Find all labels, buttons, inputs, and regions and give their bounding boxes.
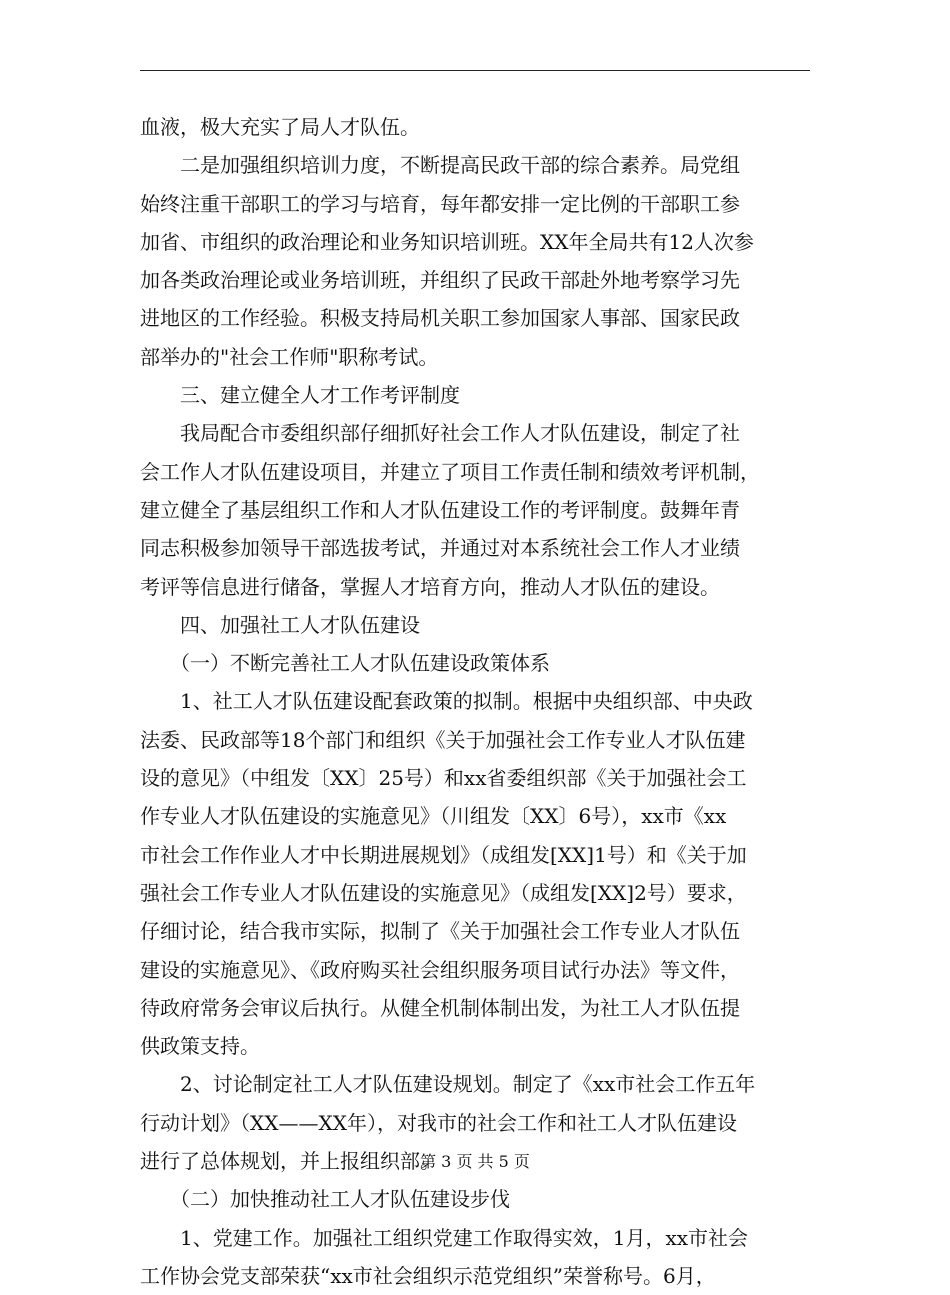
text-line: 1、社工人才队伍建设配套政策的拟制。根据中央组织部、中央政 [140, 689, 753, 714]
text-line: 1、党建工作。加强社工组织党建工作取得实效，1月，xx市社会 [140, 1225, 749, 1250]
text-line: 仔细讨论，结合我市实际，拟制了《关于加强社会工作专业人才队伍 [140, 919, 740, 944]
text-line: 作专业人才队伍建设的实施意见》（川组发〔XX〕6号），xx市《xx [140, 804, 727, 829]
text-line: 待政府常务会审议后执行。从健全机制体制出发，为社工人才队伍提 [140, 995, 740, 1020]
text-line: 加各类政治理论或业务培训班，并组织了民政干部赴外地考察学习先 [140, 268, 740, 293]
page-footer: 第 3 页 共 5 页 [420, 1152, 530, 1171]
document-body [140, 108, 810, 1295]
text-line: 会工作人才队伍建设项目，并建立了项目工作责任制和绩效考评机制， [140, 459, 760, 484]
text-line: 建设的实施意见》、《政府购买社会组织服务项目试行办法》等文件， [140, 957, 740, 982]
subsection-heading: （二）加快推动社工人才队伍建设步伐 [140, 1187, 510, 1212]
section-heading: 三、建立健全人才工作考评制度 [140, 383, 460, 408]
section-heading: 四、加强社工人才队伍建设 [140, 612, 420, 637]
text-line: 设的意见》（中组发〔XX〕25号）和xx省委组织部《关于加强社会工 [140, 766, 747, 791]
text-line: 二是加强组织培训力度，不断提高民政干部的综合素养。局党组 [140, 153, 740, 178]
text-line: 部举办的"社会工作师"职称考试。 [140, 344, 439, 369]
text-line: 建立健全了基层组织工作和人才队伍建设工作的考评制度。鼓舞年青 [140, 497, 740, 522]
text-line: 进行了总体规划，并上报组织部。 [140, 1149, 440, 1174]
text-line: 进地区的工作经验。积极支持局机关职工参加国家人事部、国家民政 [140, 306, 740, 331]
text-line: 加省、市组织的政治理论和业务知识培训班。XX年全局共有12人次参 [140, 229, 754, 254]
text-line: 工作协会党支部荣获“xx市社会组织示范党组织”荣誉称号。6月， [140, 1263, 716, 1288]
subsection-heading: （一）不断完善社工人才队伍建设政策体系 [140, 651, 550, 676]
text-line: 供政策支持。 [140, 1034, 260, 1059]
text-line: 同志积极参加领导干部选拔考试，并通过对本系统社会工作人才业绩 [140, 536, 740, 561]
text-line: 血液，极大充实了局人才队伍。 [140, 115, 420, 139]
header-rule [140, 70, 810, 71]
text-line: 2、讨论制定社工人才队伍建设规划。制定了《xx市社会工作五年 [140, 1072, 756, 1097]
text-line: 法委、民政部等18个部门和组织《关于加强社会工作专业人才队伍建 [140, 727, 746, 752]
text-line: 考评等信息进行储备，掌握人才培育方向，推动人才队伍的建设。 [140, 574, 720, 599]
text-line: 我局配合市委组织部仔细抓好社会工作人才队伍建设，制定了社 [140, 421, 740, 446]
text-line: 始终注重干部职工的学习与培育，每年都安排一定比例的干部职工参 [140, 191, 740, 216]
text-line: 市社会工作作业人才中长期进展规划》（成组发[XX]1号）和《关于加 [140, 842, 747, 867]
text-line: 行动计划》（XX——XX年），对我市的社会工作和社工人才队伍建设 [140, 1110, 737, 1135]
text-line: 强社会工作专业人才队伍建设的实施意见》（成组发[XX]2号）要求， [140, 880, 747, 905]
